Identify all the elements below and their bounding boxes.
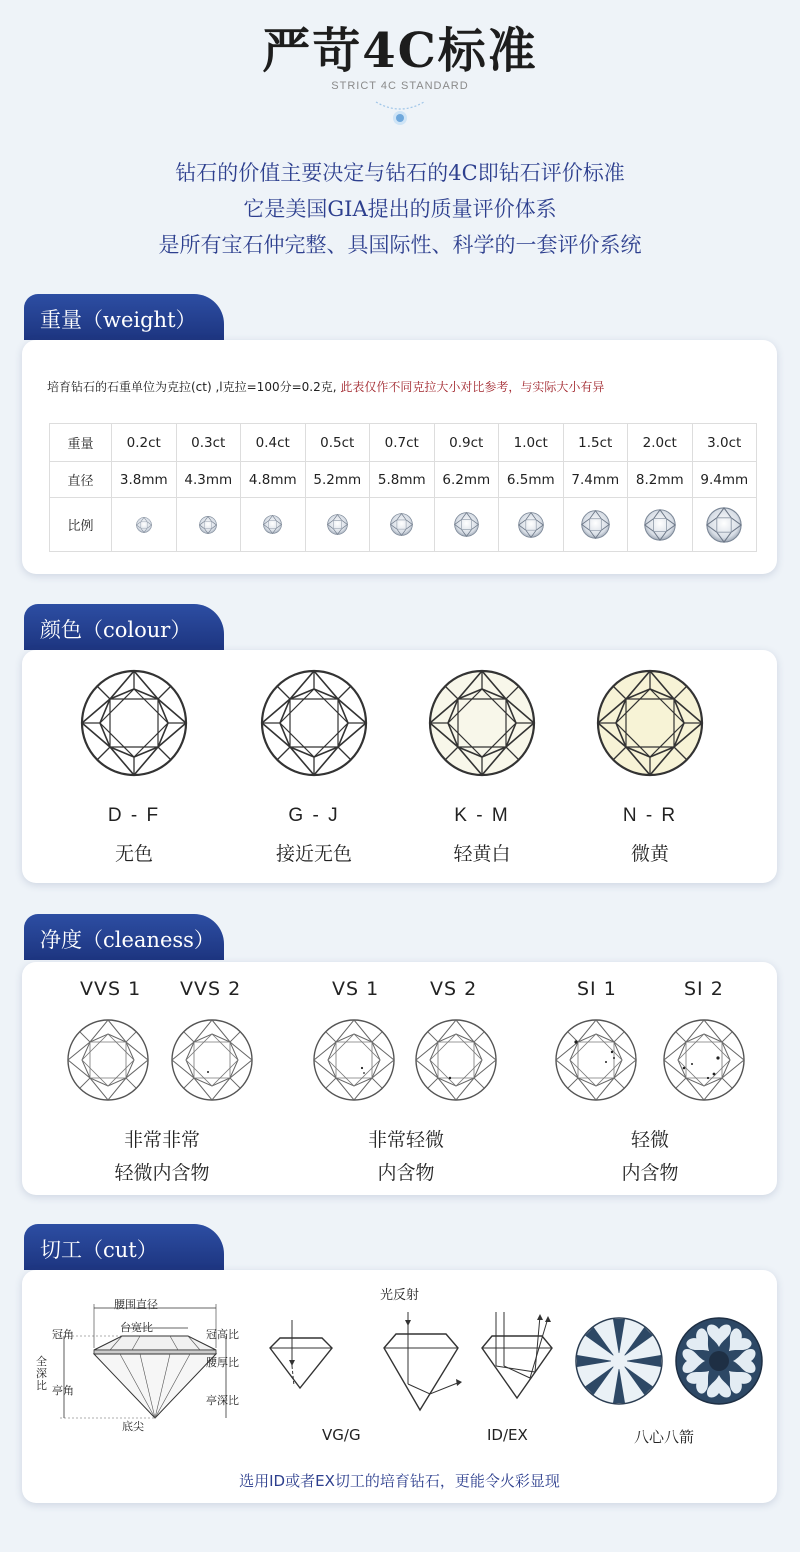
weight-row-label: 重量 bbox=[50, 424, 112, 462]
weight-table bbox=[49, 423, 757, 552]
light-reflection-label: 光反射 bbox=[380, 1288, 420, 1303]
clarity-group-line2: 轻微内含物 bbox=[114, 1163, 210, 1184]
waist-diameter-label: 腰围直径 bbox=[114, 1298, 158, 1311]
diameter-cell: 6.2mm bbox=[434, 462, 499, 498]
carat-cell: 0.3ct bbox=[176, 424, 241, 462]
pavilion-angle-label: 亭角 bbox=[52, 1384, 74, 1397]
culet-label: 底尖 bbox=[122, 1420, 144, 1433]
clarity-vvs1-diamond-icon bbox=[66, 1018, 150, 1102]
weight-card bbox=[22, 340, 777, 574]
clarity-group-line2: 内含物 bbox=[621, 1163, 679, 1184]
hearts-pattern-icon bbox=[674, 1316, 764, 1406]
light-reflection-diagrams bbox=[260, 1306, 560, 1416]
colour-grade-name: 无色 bbox=[114, 844, 153, 865]
clarity-vs2-diamond-icon bbox=[414, 1018, 498, 1102]
carat-cell: 0.5ct bbox=[305, 424, 370, 462]
colour-grade-name: 微黄 bbox=[630, 844, 669, 865]
scale-cell bbox=[241, 498, 306, 552]
scale-cell bbox=[692, 498, 757, 552]
pavilion-depth-label: 亭深比 bbox=[206, 1394, 239, 1407]
scale-cell bbox=[370, 498, 435, 552]
diamond-icon bbox=[581, 510, 610, 539]
crown-label: 冠角 bbox=[52, 1328, 74, 1341]
carat-cell: 3.0ct bbox=[692, 424, 757, 462]
clarity-vvs2-diamond-icon bbox=[170, 1018, 254, 1102]
weight-row-diameter bbox=[50, 462, 757, 498]
diamond-icon bbox=[454, 512, 479, 537]
colour-grade-n-r-diamond-icon bbox=[595, 668, 705, 778]
scale-cell bbox=[628, 498, 693, 552]
clarity-code: VVS 1 bbox=[80, 978, 142, 1000]
cut-section-tab: 切工（cut） bbox=[24, 1224, 224, 1270]
diameter-cell: 4.3mm bbox=[176, 462, 241, 498]
clarity-code: SI 2 bbox=[684, 978, 724, 1000]
weight-note-warning: 此表仅作不同克拉大小对比参考，与实际大小有异 bbox=[340, 380, 605, 394]
colour-grade-item bbox=[595, 805, 705, 866]
carat-cell: 2.0ct bbox=[628, 424, 693, 462]
diamond-icon bbox=[706, 507, 742, 543]
colour-grade-code: K - M bbox=[454, 805, 510, 826]
scale-cell bbox=[563, 498, 628, 552]
clarity-group-line1: 轻微 bbox=[630, 1130, 669, 1151]
intro-line-1: 钻石的价值主要决定与钻石的4C即钻石评价标准 bbox=[175, 161, 625, 185]
table-ratio-label: 台宽比 bbox=[120, 1321, 153, 1334]
proportion-diagram bbox=[40, 1298, 280, 1438]
diamond-icon bbox=[518, 512, 544, 538]
diameter-cell: 9.4mm bbox=[692, 462, 757, 498]
diamond-icon bbox=[263, 515, 282, 534]
scale-cell bbox=[176, 498, 241, 552]
diamond-icon bbox=[644, 509, 676, 541]
cut-footer-note: 选用ID或者EX切工的培育钻石，更能令火彩显现 bbox=[239, 1472, 560, 1490]
scale-row-label: 比例 bbox=[50, 498, 112, 552]
diameter-cell: 5.2mm bbox=[305, 462, 370, 498]
colour-grade-item bbox=[79, 805, 189, 866]
scale-cell bbox=[112, 498, 177, 552]
clarity-group bbox=[326, 1125, 486, 1185]
carat-cell: 1.0ct bbox=[499, 424, 564, 462]
scale-cell bbox=[305, 498, 370, 552]
diameter-cell: 7.4mm bbox=[563, 462, 628, 498]
clarity-group-line1: 非常轻微 bbox=[367, 1130, 444, 1151]
colour-grade-item bbox=[427, 805, 537, 866]
diameter-cell: 4.8mm bbox=[241, 462, 306, 498]
colour-grade-code: G - J bbox=[288, 805, 340, 826]
carat-cell: 0.9ct bbox=[434, 424, 499, 462]
girdle-label: 腰厚比 bbox=[206, 1356, 239, 1369]
diameter-cell: 8.2mm bbox=[628, 462, 693, 498]
colour-grade-d-f-diamond-icon bbox=[79, 668, 189, 778]
diamond-icon bbox=[390, 513, 413, 536]
carat-cell: 0.4ct bbox=[241, 424, 306, 462]
clarity-code: VS 1 bbox=[332, 978, 380, 1000]
clarity-group-line1: 非常非常 bbox=[123, 1130, 200, 1151]
grade-id-ex-label: ID/EX bbox=[487, 1426, 528, 1444]
clarity-code: VVS 2 bbox=[180, 978, 242, 1000]
scale-cell bbox=[499, 498, 564, 552]
clarity-group bbox=[82, 1125, 242, 1185]
colour-grade-code: N - R bbox=[622, 805, 678, 826]
arrows-pattern-icon bbox=[574, 1316, 664, 1406]
diameter-cell: 6.5mm bbox=[499, 462, 564, 498]
colour-section-tab: 颜色（colour） bbox=[24, 604, 224, 650]
colour-grade-code: D - F bbox=[107, 805, 161, 826]
crown-height-label: 冠高比 bbox=[206, 1328, 239, 1341]
clarity-si1-diamond-icon bbox=[554, 1018, 638, 1102]
grade-vg-g-label: VG/G bbox=[322, 1426, 361, 1444]
diamond-icon bbox=[327, 514, 348, 535]
intro-line-3: 是所有宝石仲完整、具国际性、科学的一套评价系统 bbox=[158, 233, 642, 257]
diamond-ornament-icon bbox=[370, 98, 430, 128]
colour-card bbox=[22, 650, 777, 883]
cut-card bbox=[22, 1270, 777, 1503]
clarity-code: SI 1 bbox=[577, 978, 617, 1000]
total-depth-label: 全深比 bbox=[36, 1355, 47, 1392]
clarity-group-line2: 内含物 bbox=[377, 1163, 435, 1184]
carat-cell: 1.5ct bbox=[563, 424, 628, 462]
weight-note bbox=[47, 378, 604, 395]
carat-cell: 0.2ct bbox=[112, 424, 177, 462]
colour-grade-k-m-diamond-icon bbox=[427, 668, 537, 778]
diameter-row-label: 直径 bbox=[50, 462, 112, 498]
weight-row-scale bbox=[50, 498, 757, 552]
diamond-icon bbox=[199, 516, 217, 534]
colour-grade-g-j-diamond-icon bbox=[259, 668, 369, 778]
page-title: 严苛4C标准 bbox=[262, 23, 538, 79]
diameter-cell: 5.8mm bbox=[370, 462, 435, 498]
colour-grade-name: 轻黄白 bbox=[453, 844, 511, 865]
clarity-section-tab: 净度（cleaness） bbox=[24, 914, 224, 960]
diameter-cell: 3.8mm bbox=[112, 462, 177, 498]
colour-grade-item bbox=[244, 805, 384, 866]
clarity-vs1-diamond-icon bbox=[312, 1018, 396, 1102]
clarity-group bbox=[570, 1125, 730, 1185]
weight-row-carat bbox=[50, 424, 757, 462]
colour-grade-name: 接近无色 bbox=[275, 844, 352, 865]
page-subtitle: STRICT 4C STANDARD bbox=[331, 80, 469, 92]
scale-cell bbox=[434, 498, 499, 552]
intro-line-2: 它是美国GIA提出的质量评价体系 bbox=[243, 197, 557, 221]
weight-section-tab: 重量（weight） bbox=[24, 294, 224, 340]
diamond-icon bbox=[136, 517, 152, 533]
clarity-card bbox=[22, 962, 777, 1195]
clarity-code: VS 2 bbox=[430, 978, 478, 1000]
hearts-arrows-label: 八心八箭 bbox=[634, 1428, 695, 1446]
weight-note-main: 培育钻石的石重单位为克拉(ct) ,l克拉=100分=0.2克, bbox=[47, 380, 337, 394]
carat-cell: 0.7ct bbox=[370, 424, 435, 462]
clarity-si2-diamond-icon bbox=[662, 1018, 746, 1102]
